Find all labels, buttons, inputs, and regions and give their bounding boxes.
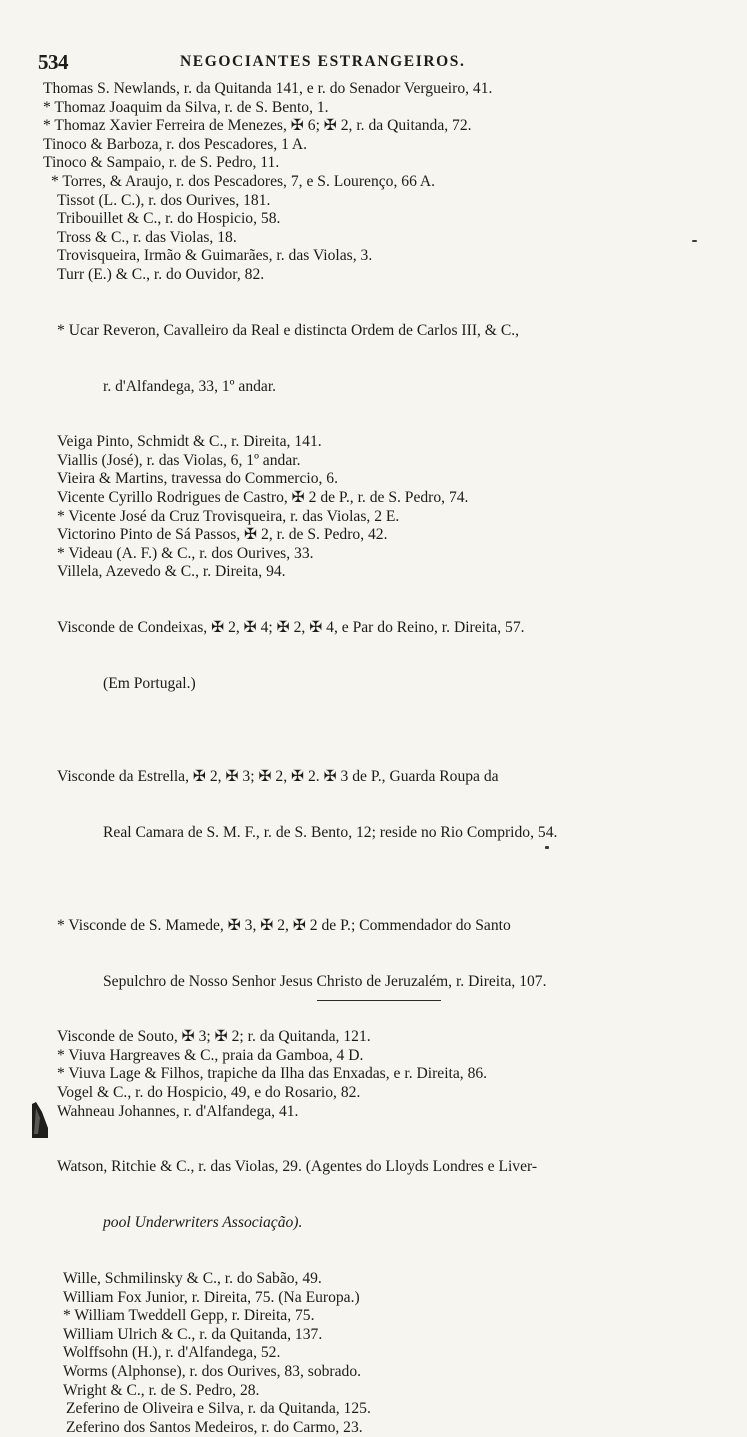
- list-item: * Ucar Reveron, Cavalleiro da Real e distincta Ordem de Carlos III, & C., r. d'Alfandega, 33, 1º andar.: [57, 321, 520, 395]
- list-item: William Fox Junior, r. Direita, 75. (Na Europa.): [63, 1288, 360, 1306]
- ink-speck: [545, 846, 549, 849]
- list-item: Visconde de Souto, ✠ 3; ✠ 2; r. da Quitanda, 121.: [57, 1028, 371, 1046]
- list-item: Visconde da Estrella, ✠ 2, ✠ 3; ✠ 2, ✠ 2. ✠ 3 de P., Guarda Roupa da Real Camara de S. M. F., r. de S. Bento, 12; reside no Rio Comprido, 54.: [57, 767, 558, 841]
- list-item: Tinoco & Barboza, r. dos Pescadores, 1 A.: [43, 135, 308, 153]
- list-item: Turr (E.) & C., r. do Ouvidor, 82.: [57, 265, 265, 283]
- list-item: * Thomaz Joaquim da Silva, r. de S. Bento, 1.: [43, 98, 329, 116]
- list-item: Vogel & C., r. do Hospicio, 49, e do Rosario, 82.: [57, 1084, 361, 1102]
- list-item: * Videau (A. F.) & C., r. dos Ourives, 33.: [57, 544, 314, 562]
- list-item: William Ulrich & C., r. da Quitanda, 137.: [63, 1325, 323, 1343]
- end-rule: [317, 1000, 441, 1001]
- list-item: * Vicente José da Cruz Trovisqueira, r. das Violas, 2 E.: [57, 507, 400, 525]
- list-item: * Visconde de S. Mamede, ✠ 3, ✠ 2, ✠ 2 de P.; Commendador do Santo Sepulchro de Nosso Senhor Jesus Christo de Jeruzalém, r. Direita, 107.: [57, 916, 547, 990]
- list-item: * William Tweddell Gepp, r. Direita, 75.: [63, 1307, 315, 1325]
- list-item: Wille, Schmilinsky & C., r. do Sabão, 49.: [63, 1270, 322, 1287]
- list-item: Victorino Pinto de Sá Passos, ✠ 2, r. de S. Pedro, 42.: [57, 526, 388, 544]
- list-item: Tross & C., r. das Violas, 18.: [57, 228, 237, 246]
- directory-list: [36, 80, 716, 1437]
- list-item: Wright & C., r. de S. Pedro, 28.: [63, 1381, 260, 1399]
- list-item: Viallis (José), r. das Violas, 6, 1º andar.: [57, 451, 301, 469]
- list-item: Worms (Alphonse), r. dos Ourives, 83, sobrado.: [63, 1362, 362, 1380]
- list-item: Trovisqueira, Irmão & Guimarães, r. das Violas, 3.: [57, 247, 373, 265]
- list-item: Thomas S. Newlands, r. da Quitanda 141, e r. do Senador Vergueiro, 41.: [43, 80, 493, 97]
- list-item: Villela, Azevedo & C., r. Direita, 94.: [57, 563, 286, 581]
- list-item: * Thomaz Xavier Ferreira de Menezes, ✠ 6; ✠ 2, r. da Quitanda, 72.: [43, 117, 472, 135]
- list-item: Veiga Pinto, Schmidt & C., r. Direita, 141.: [57, 433, 322, 451]
- list-item: Zeferino de Oliveira e Silva, r. da Quitanda, 125.: [66, 1400, 371, 1418]
- page-header: [38, 50, 718, 74]
- list-item: * Viuva Hargreaves & C., praia da Gamboa, 4 D.: [57, 1046, 364, 1064]
- list-item: * Viuva Lage & Filhos, trapiche da Ilha das Enxadas, e r. Direita, 86.: [57, 1065, 488, 1083]
- running-title: NEGOCIANTES ESTRANGEIROS.: [180, 53, 466, 70]
- ink-speck: [692, 240, 697, 242]
- list-item: Watson, Ritchie & C., r. das Violas, 29. (Agentes do Lloyds Londres e Liver- pool Underwriters Associação).: [57, 1158, 538, 1232]
- list-item: Wolffsohn (H.), r. d'Alfandega, 52.: [63, 1344, 281, 1362]
- list-item: Tissot (L. C.), r. dos Ourives, 181.: [57, 191, 271, 209]
- list-item: Wahneau Johannes, r. d'Alfandega, 41.: [57, 1102, 299, 1120]
- list-item: Tinoco & Sampaio, r. de S. Pedro, 11.: [43, 154, 280, 172]
- list-item: Zeferino dos Santos Medeiros, r. do Carmo, 23.: [66, 1418, 363, 1436]
- list-item: Vicente Cyrillo Rodrigues de Castro, ✠ 2 de P., r. de S. Pedro, 74.: [57, 489, 469, 507]
- list-item: Tribouillet & C., r. do Hospicio, 58.: [57, 210, 281, 228]
- page-number: 534: [38, 50, 68, 74]
- page-corner-mark: [30, 1098, 50, 1138]
- list-item: Vieira & Martins, travessa do Commercio, 6.: [57, 470, 338, 488]
- list-item: * Torres, & Araujo, r. dos Pescadores, 7, e S. Lourenço, 66 A.: [51, 172, 436, 190]
- list-item: Visconde de Condeixas, ✠ 2, ✠ 4; ✠ 2, ✠ 4, e Par do Reino, r. Direita, 57. (Em Portugal.): [57, 619, 525, 692]
